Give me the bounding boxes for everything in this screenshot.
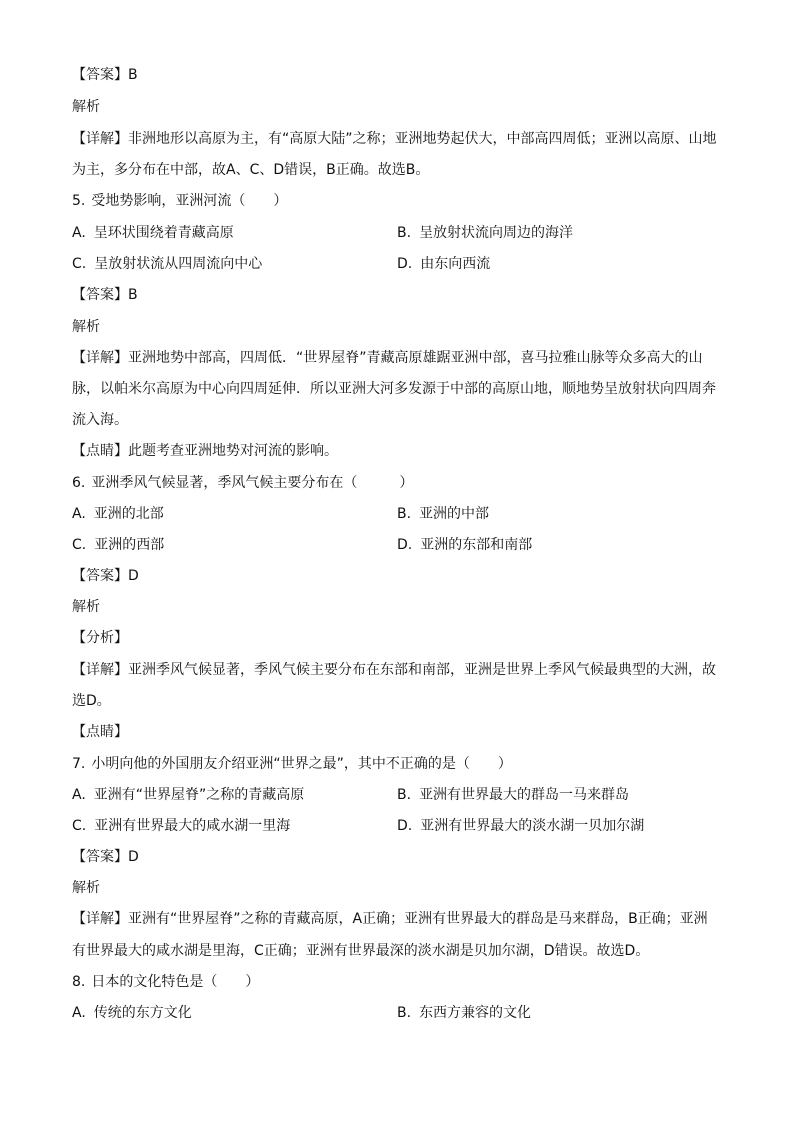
question-stem: 亚洲季风气候显著，季风气候主要分布在（ ） <box>91 475 414 491</box>
answer-line: 【答案】D <box>72 568 139 584</box>
question-stem: 日本的文化特色是（ ） <box>91 974 260 990</box>
question-stem: 受地势影响，亚洲河流（ ） <box>91 193 288 209</box>
option-a: A. 呈环状围绕着青藏高原 <box>72 225 234 241</box>
analysis-heading: 解析 <box>72 880 100 896</box>
analysis-subheading: 【分析】 <box>72 630 128 646</box>
explanation-line: 【详解】亚洲地势中部高，四周低．“世界屋脊”青藏高原雄踞亚洲中部，喜马拉雅山脉等众多高大的山 <box>72 350 703 366</box>
question-number: 7. <box>72 756 86 772</box>
explanation-line: 【详解】亚洲季风气候显著，季风气候主要分布在东部和南部，亚洲是世界上季风气候最典型的大洲，故 <box>72 662 716 678</box>
comment-line: 【点睛】此题考查亚洲地势对河流的影响。 <box>72 443 338 459</box>
explanation-line: 脉，以帕米尔高原为中心向四周延伸．所以亚洲大河多发源于中部的高原山地，顺地势呈放射状向四周奔 <box>72 381 716 397</box>
question-7 <box>72 756 512 772</box>
explanation-line: 【详解】非洲地形以高原为主，有“高原大陆”之称；亚洲地势起伏大，中部高四周低；亚洲以高原、山地 <box>72 131 717 147</box>
question-number: 8. <box>72 974 86 990</box>
option-d: D. 亚洲的东部和南部 <box>397 537 533 553</box>
option-a: A. 亚洲有“世界屋脊”之称的青藏高原 <box>72 787 305 803</box>
explanation-line: 选D。 <box>72 693 111 709</box>
question-number: 6. <box>72 475 86 491</box>
answer-line: 【答案】B <box>72 67 138 83</box>
question-number: 5. <box>72 193 86 209</box>
explanation-line: 流入海。 <box>72 412 128 428</box>
option-c: C. 亚洲的西部 <box>72 537 165 553</box>
analysis-heading: 解析 <box>72 599 100 615</box>
question-8 <box>72 974 259 990</box>
answer-line: 【答案】B <box>72 287 138 303</box>
option-c: C. 亚洲有世界最大的咸水湖一里海 <box>72 818 291 834</box>
analysis-heading: 解析 <box>72 319 100 335</box>
option-b: B. 东西方兼容的文化 <box>397 1005 532 1021</box>
explanation-line: 有世界最大的咸水湖是里海，C正确；亚洲有世界最深的淡水湖是贝加尔湖，D错误。故选D。 <box>72 943 650 959</box>
explanation-line: 【详解】亚洲有“世界屋脊”之称的青藏高原，A正确；亚洲有世界最大的群岛是马来群岛，B正确；亚洲 <box>72 911 708 927</box>
answer-line: 【答案】D <box>72 849 139 865</box>
comment-line: 【点睛】 <box>72 724 128 740</box>
option-b: B. 亚洲有世界最大的群岛一马来群岛 <box>397 787 630 803</box>
option-c: C. 呈放射状流从四周流向中心 <box>72 256 263 272</box>
option-a: A. 亚洲的北部 <box>72 506 164 522</box>
option-a: A. 传统的东方文化 <box>72 1005 192 1021</box>
question-stem: 小明向他的外国朋友介绍亚洲“世界之最”，其中不正确的是（ ） <box>91 756 512 772</box>
option-d: D. 由东向西流 <box>397 256 491 272</box>
explanation-line: 为主，多分布在中部，故A、C、D错误，B正确。故选B。 <box>72 162 430 178</box>
option-b: B. 亚洲的中部 <box>397 506 490 522</box>
option-b: B. 呈放射状流向周边的海洋 <box>397 225 574 241</box>
question-5 <box>72 193 287 209</box>
option-d: D. 亚洲有世界最大的淡水湖一贝加尔湖 <box>397 818 645 834</box>
analysis-heading: 解析 <box>72 99 100 115</box>
question-6 <box>72 475 413 491</box>
